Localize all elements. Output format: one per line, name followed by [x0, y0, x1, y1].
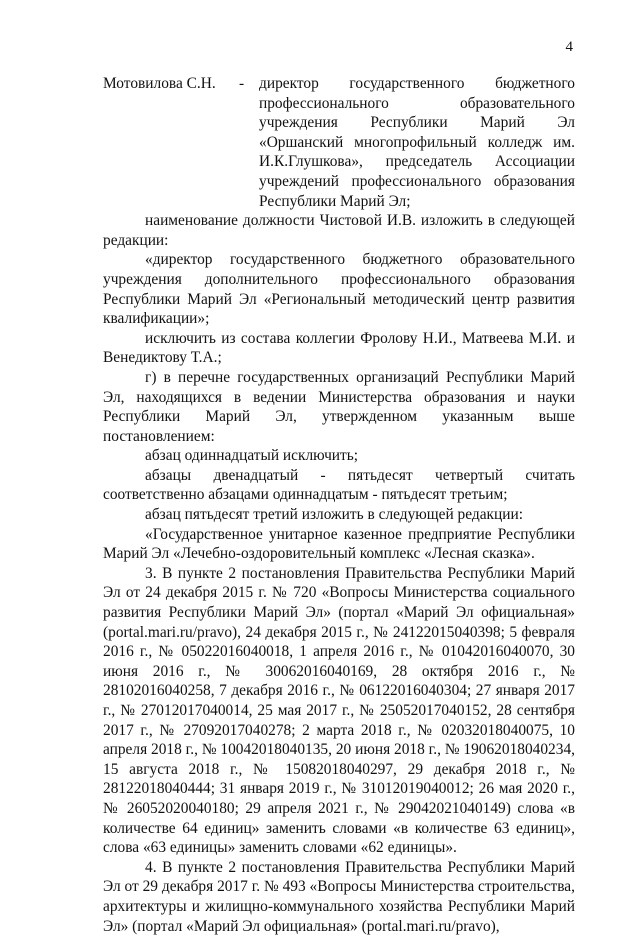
document-body — [103, 74, 575, 936]
paragraph-new-position: «директор государственного бюджетного образовательного учреждения дополнительного профессионального образования Республики Марий Эл «Региональный методический центр развития квалификации»; — [103, 251, 575, 328]
paragraph-item-4: 4. В пункте 2 постановления Правительства Республики Марий Эл от 29 декабря 2017 г. № 493 «Вопросы Министерства строительства, архитектуры и жилищно-коммунального хозяйства Республики Марий Эл» (портал «Марий Эл официальная» (portal.mari.ru/pravo), — [103, 858, 575, 935]
member-description: директор государственного бюджетного профессионального образовательного учреждения Республики Марий Эл «Оршанский многопрофильный колледж им. И.К.Глушкова», председатель Ассоциации учреждений профессионального образования Республики Марий Эл; — [259, 75, 575, 210]
paragraph-enterprise: «Государственное унитарное казенное предприятие Республики Марий Эл «Лечебно-оздоровительный комплекс «Лесная сказка». — [103, 525, 575, 563]
commission-member-entry — [103, 74, 575, 211]
paragraph-renumber: абзацы двенадцатый - пятьдесят четвертый считать соответственно абзацами одиннадцатым - пятьдесят третьим; — [103, 466, 575, 504]
page-number: 4 — [565, 39, 573, 55]
paragraph-exclude-11: абзац одиннадцатый исключить; — [145, 447, 359, 465]
member-name: Мотовилова С.Н. — [103, 75, 216, 92]
paragraph-item-3: 3. В пункте 2 постановления Правительства Республики Марий Эл от 24 декабря 2015 г. № 720 «Вопросы Министерства социального развития Республики Марий Эл» (портал «Марий Эл официальная» (portal.mari.ru/pravo), 24 декабря 2015 г., № 24122015040398; 5 февраля 2016 г., № 05022016040018, 1 апреля 2016 г., № 01042016040070, 30 июня 2016 г., № 30062016040169, 28 октября 2016 г., № 28102016040258, 7 декабря 2016 г., № 06122016040304; 27 января 2017 г., № 27012017040014, 25 мая 2017 г., № 25052017040152, 28 сентября 2017 г., № 27092017040278; 2 марта 2018 г., № 02032018040075, 10 апреля 2018 г., № 10042018040135, 20 июня 2018 г., № 19062018040234, 15 августа 2018 г., № 15082018040297, 29 декабря 2018 г., № 28122018040444; 31 января 2019 г., № 31012019040012; 26 мая 2020 г., № 26052020040180; 29 апреля 2021 г., № 29042021040149) слова «в количестве 64 единиц» заменить словами «в количестве 63 единиц», слова «63 единицы» заменить словами «62 единицы». — [103, 564, 575, 857]
paragraph-rename-position: наименование должности Чистовой И.В. изложить в следующей редакции: — [103, 212, 575, 249]
paragraph-exclude-members: исключить из состава коллегии Фролову Н.И., Матвеева М.И. и Венедиктову Т.А.; — [103, 329, 575, 367]
paragraph-item-g: г) в перечне государственных организаций Республики Марий Эл, находящихся в ведении Министерства образования и науки Республики Марий Эл, утвержденном указанным выше постановлением: — [103, 368, 575, 445]
member-dash: - — [239, 75, 245, 92]
paragraph-53-edit: абзац пятьдесят третий изложить в следующей редакции: — [145, 506, 523, 524]
